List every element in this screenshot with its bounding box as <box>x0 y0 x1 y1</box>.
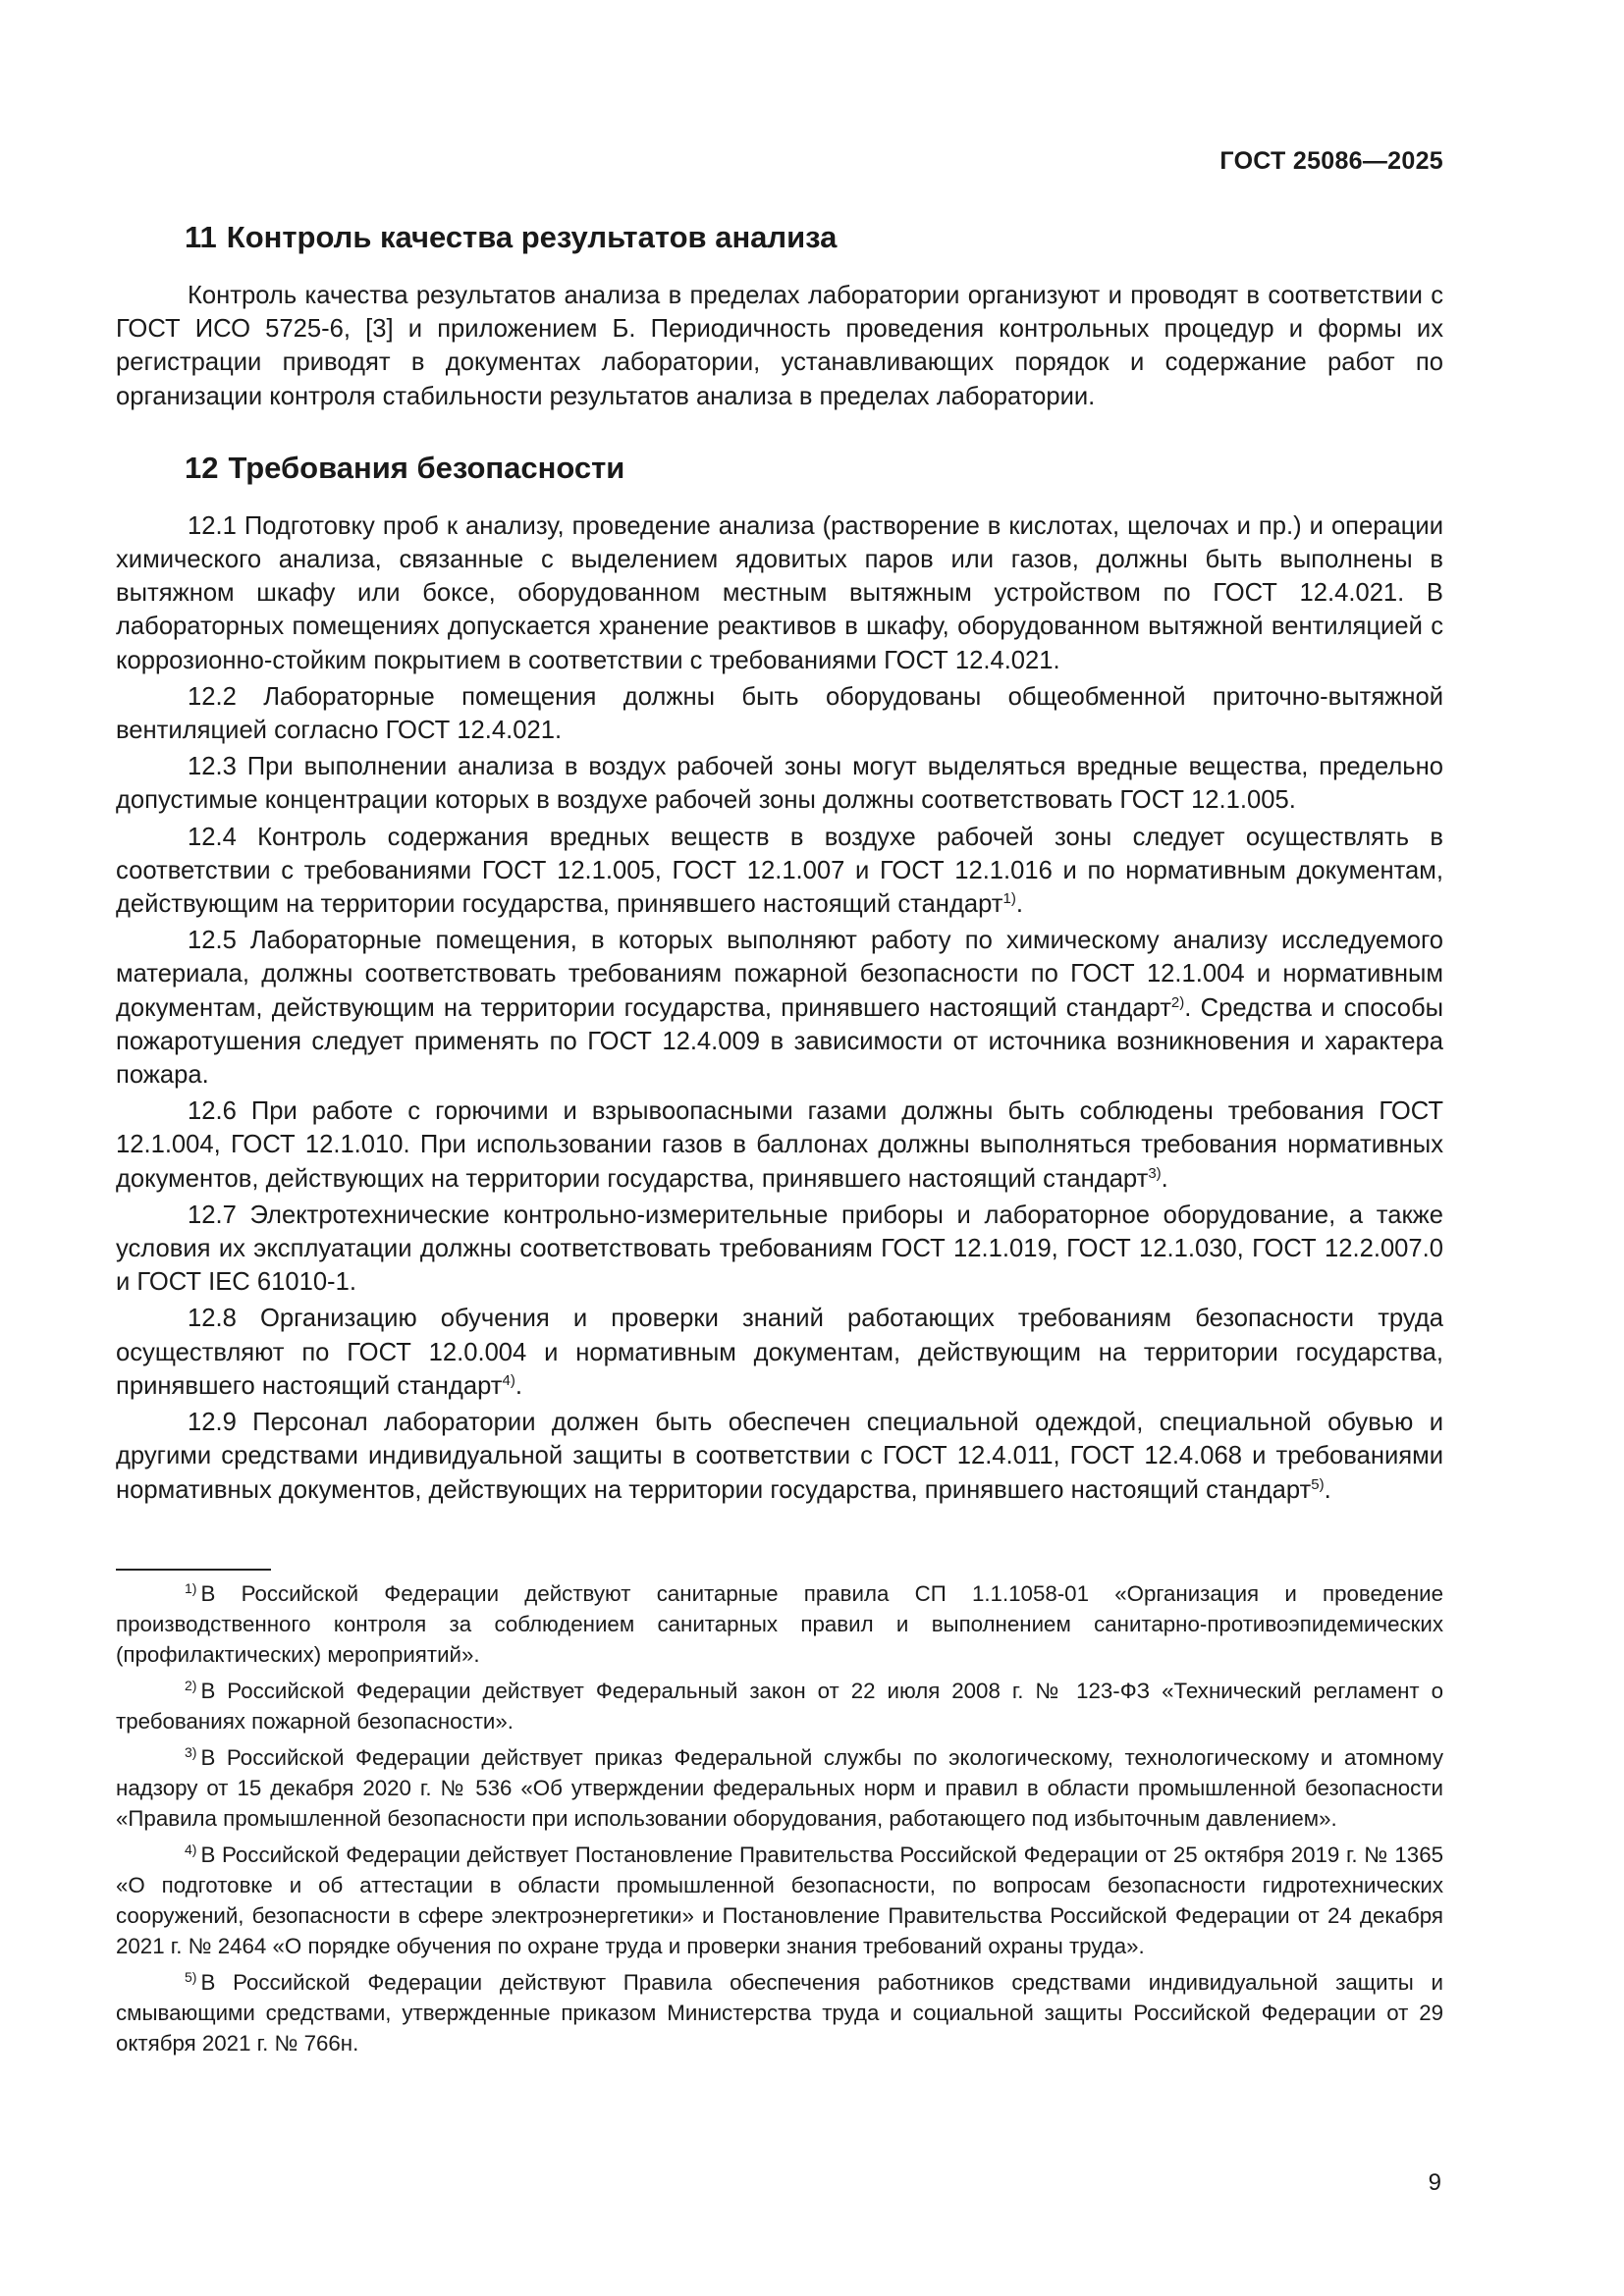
clause-tail: . Средства и способы пожаротушения следует применять по ГОСТ 12.4.009 в зависимости от источника возникновения и характера пожара. <box>116 993 1443 1090</box>
clause-12-2 <box>116 680 1443 747</box>
clause-tail: . <box>514 1371 522 1400</box>
clause-text: 12.4 Контроль содержания вредных веществ в воздухе рабочей зоны следует осуществлять в соответствии с требованиями ГОСТ 12.1.005, ГОСТ 12.1.007 и ГОСТ 12.1.016 и по нормативным документам, действующим на территории государства, принявшего настоящий стандарт <box>116 823 1443 919</box>
footnote-mark: 5) <box>185 1969 197 1985</box>
clause-text: 12.1 Подготовку проб к анализу, проведение анализа (растворение в кислотах, щелочах и пр.) и операции химического анализа, связанные с выделением ядовитых паров или газов, должны быть выполнены в вытяжном шкафу или боксе, оборудованном местным вытяжным устройством по ГОСТ 12.4.021. В лабораторных помещениях допускается хранение реактивов в шкафу, оборудованном вытяжной вентиляцией с коррозионно-стойким покрытием в соответствии с требованиями ГОСТ 12.4.021. <box>116 511 1443 674</box>
footnote-mark: 1) <box>185 1580 197 1596</box>
clause-tail: . <box>1015 890 1023 919</box>
main-content <box>116 218 1443 1542</box>
clause-tail: . <box>1161 1164 1168 1193</box>
footnote-text: В Российской Федерации действует Федеральный закон от 22 июля 2008 г. № 123-ФЗ «Технический регламент о требованиях пожарной безопасности». <box>116 1679 1443 1734</box>
footnote-2 <box>116 1676 1443 1736</box>
section-12-number: 12 <box>185 450 219 485</box>
clause-text: 12.8 Организацию обучения и проверки знаний работающих требованиям безопасности труда осуществляют по ГОСТ 12.0.004 и нормативным документам, действующим на территории государства, принявшего настоящий стандарт <box>116 1305 1443 1400</box>
footnote-4 <box>116 1840 1443 1961</box>
footnote-mark: 4) <box>185 1842 197 1857</box>
section-12-heading <box>185 449 1443 488</box>
clause-text: 12.3 При выполнении анализа в воздух рабочей зоны могут выделяться вредные вещества, предельно допустимые концентрации которых в воздухе рабочей зоны должны соответствовать ГОСТ 12.1.005. <box>116 753 1443 815</box>
section-11-number: 11 <box>185 220 217 254</box>
clause-text: 12.2 Лабораторные помещения должны быть оборудованы общеобменной приточно-вытяжной вентиляцией согласно ГОСТ 12.4.021. <box>116 682 1443 745</box>
footnote-text: В Российской Федерации действуют санитарные правила СП 1.1.1058-01 «Организация и проведение производственного контроля за соблюдением санитарных правил и выполнением санитарно-противоэпидемических (профилактических) мероприятий». <box>116 1581 1443 1667</box>
section-11-paragraph: Контроль качества результатов анализа в пределах лаборатории организуют и проводят в соответствии с ГОСТ ИСО 5725-6, [3] и приложением Б. Периодичность проведения контрольных процедур и формы их регистрации приводят в документах лаборатории, устанавливающих порядок и содержание работ по организации контроля стабильности результатов анализа в пределах лаборатории. <box>116 282 1443 410</box>
footnote-3 <box>116 1742 1443 1834</box>
footnote-text: В Российской Федерации действуют Правила обеспечения работников средствами индивидуальной защиты и смывающими средствами, утвержденные приказом Министерства труда и социальной защиты Российской Федерации от 29 октября 2021 г. № 766н. <box>116 1970 1443 2056</box>
section-11 <box>116 218 1443 413</box>
clause-12-3 <box>116 750 1443 817</box>
clause-text: 12.7 Электротехнические контрольно-измерительные приборы и лабораторное оборудование, а также условия их эксплуатации должны соответствовать требованиям ГОСТ 12.1.019, ГОСТ 12.1.030, ГОСТ 12.2.007.0 и ГОСТ IEC 61010-1. <box>116 1201 1443 1297</box>
footnote-mark: 3) <box>185 1744 197 1760</box>
clause-12-9 <box>116 1406 1443 1507</box>
footnote-ref[interactable]: 2) <box>1170 993 1185 1011</box>
footnote-divider <box>116 1569 271 1571</box>
clause-12-1 <box>116 509 1443 677</box>
footnotes <box>116 1578 1443 2064</box>
document-code: ГОСТ 25086—2025 <box>1219 147 1443 175</box>
footnote-5 <box>116 1967 1443 2058</box>
footnote-ref[interactable]: 1) <box>1002 890 1016 908</box>
footnote-mark: 2) <box>185 1678 197 1693</box>
footnote-text: В Российской Федерации действует приказ Федеральной службы по экологическому, технологическому и атомному надзору от 15 декабря 2020 г. № 536 «Об утверждении федеральных норм и правил в области промышленной безопасности «Правила промышленной безопасности при использовании оборудования, работающего под избыточным давлением». <box>116 1745 1443 1831</box>
clause-12-6 <box>116 1095 1443 1196</box>
clause-12-8 <box>116 1302 1443 1403</box>
section-11-title: Контроль качества результатов анализа <box>226 220 838 254</box>
footnote-ref[interactable]: 3) <box>1148 1164 1162 1182</box>
footnote-ref[interactable]: 4) <box>502 1371 515 1389</box>
page-number: 9 <box>1428 2169 1441 2196</box>
footnote-text: В Российской Федерации действует Постановление Правительства Российской Федерации от 25 октября 2019 г. № 1365 «О подготовке и об аттестации в области промышленной безопасности, по вопросам безопасности гидротехнических сооружений, безопасности в сфере электроэнергетики» и Постановление Правительства Российской Федерации от 24 декабря 2021 г. № 2464 «О порядке обучения по охране труда и проверки знания требований охраны труда». <box>116 1842 1443 1958</box>
clause-12-5 <box>116 924 1443 1092</box>
clause-12-4 <box>116 821 1443 922</box>
clause-text: 12.5 Лабораторные помещения, в которых выполняют работу по химическому анализу исследуемого материала, должны соответствовать требованиям пожарной безопасности по ГОСТ 12.1.004 и нормативным документам, действующим на территории государства, принявшего настоящий стандарт <box>116 927 1443 1022</box>
clause-text: 12.6 При работе с горючими и взрывоопасными газами должны быть соблюдены требования ГОСТ 12.1.004, ГОСТ 12.1.010. При использовании газов в баллонах должны выполняться требования нормативных документов, действующих на территории государства, принявшего настоящий стандарт <box>116 1097 1443 1193</box>
clause-tail: . <box>1324 1475 1331 1504</box>
section-12 <box>116 449 1443 1507</box>
section-12-title: Требования безопасности <box>228 450 625 485</box>
clause-12-7 <box>116 1199 1443 1300</box>
section-11-heading <box>185 218 1443 257</box>
footnote-1 <box>116 1578 1443 1670</box>
footnote-ref[interactable]: 5) <box>1311 1475 1325 1493</box>
clause-text: 12.9 Персонал лаборатории должен быть обеспечен специальной одеждой, специальной обувью и другими средствами индивидуальной защиты в соответствии с ГОСТ 12.4.011, ГОСТ 12.4.068 и требованиями нормативных документов, действующих на территории государства, принявшего настоящий стандарт <box>116 1409 1443 1504</box>
